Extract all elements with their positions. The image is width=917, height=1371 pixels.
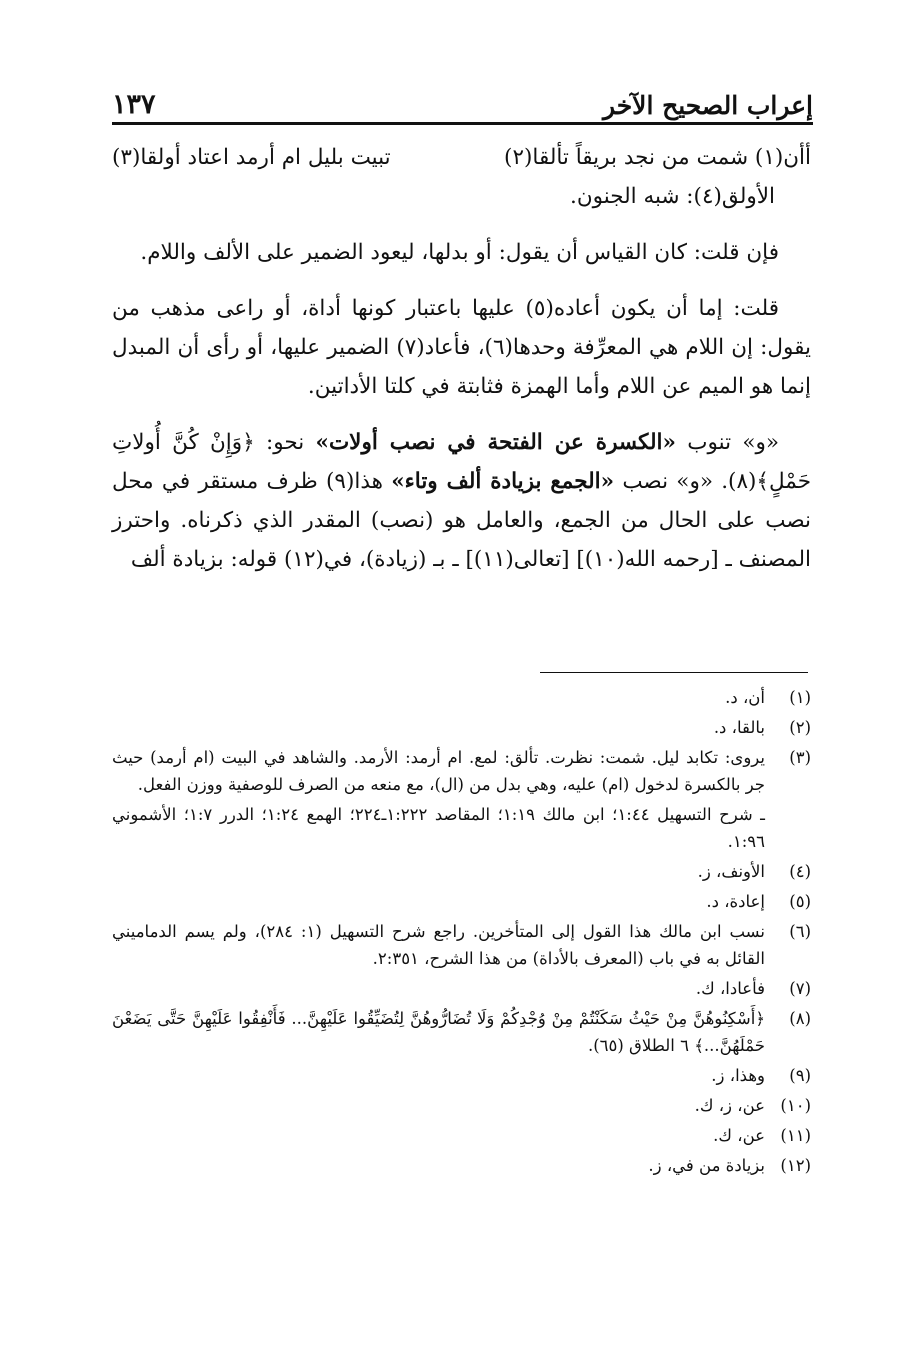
- footnote-text: ﴿أَسْكِنُوهُنَّ مِنْ حَيْثُ سَكَنْتُمْ مِنْ وُجْدِكُمْ وَلَا تُضَارُّوهُنَّ لِتُضَيِّقُوا عَلَيْهِنَّ... فَأَنْفِقُوا عَلَيْهِنَّ حَتَّى يَضَعْنَ حَمْلَهُنَّ...﴾ ٦ الطلاق (٦٥).: [112, 1009, 765, 1055]
- footnote-text: فأعادا، ك.: [695, 979, 765, 998]
- poetry-verse: [112, 138, 811, 177]
- rule-keyword-plural: «الجمع بزيادة ألف وتاء»: [391, 469, 615, 494]
- footnote: [112, 744, 811, 798]
- footnote-text: عن، ز، ك.: [694, 1096, 765, 1115]
- page-header: [112, 78, 813, 120]
- footnote-text: بزيادة من في، ز.: [648, 1156, 765, 1175]
- rule-text-c: هذا(٩) ظرف مستقر في محل نصب على الحال من الجمع، والعامل هو (نصب) المقدر الذي ذكرناه. واحترز المصنف ـ [رحمه الله(١٠)] [تعالى(١١)] ـ بـ (زيادة)، في(١٢) قوله: بزيادة ألف: [112, 469, 811, 572]
- footnote-text: بالقا، د.: [713, 718, 765, 737]
- footnote-number: (٢): [789, 718, 811, 737]
- footnote: [112, 1122, 811, 1149]
- footnote-separator: [540, 672, 808, 673]
- footnote-number: (٦): [789, 922, 811, 941]
- footnote: [112, 888, 811, 915]
- footnote: [112, 918, 811, 972]
- main-text: [112, 138, 811, 596]
- footnote: [112, 1062, 811, 1089]
- footnote-number: (٥): [789, 892, 811, 911]
- footnote-number: (١٠): [780, 1096, 811, 1115]
- footnote-text: إعادة، د.: [706, 892, 765, 911]
- verse-second-hemistich: تبيت بليل ام أرمد اعتاد أولقا(٣): [112, 145, 391, 170]
- footnote-number: (٩): [789, 1066, 811, 1085]
- gloss-line: الأولق(٤): شبه الجنون.: [569, 184, 775, 209]
- rule-text-b: نحو: ﴿وَإِنْ كُنَّ أُولاتِ حَمْلٍ﴾(٨). «و» نصب: [112, 430, 812, 494]
- footnote-text: عن، ك.: [713, 1126, 765, 1145]
- footnote-text: نسب ابن مالك هذا القول إلى المتأخرين. راجع شرح التسهيل (١: ٢٨٤)، ولم يسم الدماميني القائل به في باب (المعرف بالأداة) من هذا الشرح، ٢:٣٥١.: [112, 922, 765, 968]
- footnote-number: (١٢): [780, 1156, 811, 1175]
- footnote: [112, 1005, 811, 1059]
- verse-first-hemistich: أأن(١) شمت من نجد بريقاً تألقا(٢): [504, 145, 811, 170]
- answer-paragraph: قلت: إما أن يكون أعاده(٥) عليها باعتبار كونها أداة، أو راعى مذهب من يقول: إن اللام هي المعرِّفة وحدها(٦)، فأعاد(٧) الضمير عليها، أو رأى أن المبدل إنما هو الميم عن اللام وأما الهمزة فثابتة في كلتا الأداتين.: [112, 296, 811, 399]
- header-rule: [112, 122, 813, 125]
- footnote-number: (٧): [789, 979, 811, 998]
- footnote-sources: ـ شرح التسهيل ١:٤٤؛ ابن مالك ١:١٩؛ المقاصد ١:٢٢٢ـ٢٢٤؛ الهمع ١:٢٤؛ الدرر ١:٧؛ الأشموني ١:٩٦.: [112, 805, 766, 851]
- rule-keyword-kasra: «الكسرة عن الفتحة في نصب أولات»: [315, 430, 676, 455]
- footnote-text: يروى: تكابد ليل. شمت: نظرت. تألق: لمع. ام أرمد: الأرمد. والشاهد في البيت (ام أرمد) حيث جر بالكسرة لدخول (ام) عليه، وهي بدل من (ال)، مع منعه من الصرف للوصفية ووزن الفعل.: [112, 748, 765, 794]
- footnote: [112, 975, 811, 1002]
- footnote: [112, 1152, 811, 1179]
- footnote-text: الأونف، ز.: [697, 862, 765, 881]
- footnote-text: أن، د.: [725, 688, 765, 707]
- footnotes: [112, 684, 811, 1182]
- footnote: [112, 1092, 811, 1119]
- footnote: [112, 858, 811, 885]
- footnote-number: (٤): [789, 862, 811, 881]
- footnote-text: وهذا، ز.: [711, 1066, 765, 1085]
- footnote: [112, 684, 811, 711]
- rule-text-a: «و» تنوب: [687, 430, 780, 455]
- footnote-number: (٨): [789, 1009, 811, 1028]
- footnote-number: (١١): [780, 1126, 811, 1145]
- running-title: إعراب الصحيح الآخر: [602, 91, 813, 120]
- footnote-number: (٣): [789, 748, 811, 767]
- rule-paragraph: [112, 423, 811, 579]
- question-paragraph: فإن قلت: كان القياس أن يقول: أو بدلها، ليعود الضمير على الألف واللام.: [140, 240, 779, 265]
- footnote-number: (١): [789, 688, 811, 707]
- footnote: [112, 714, 811, 741]
- page-number: ١٣٧: [112, 89, 156, 120]
